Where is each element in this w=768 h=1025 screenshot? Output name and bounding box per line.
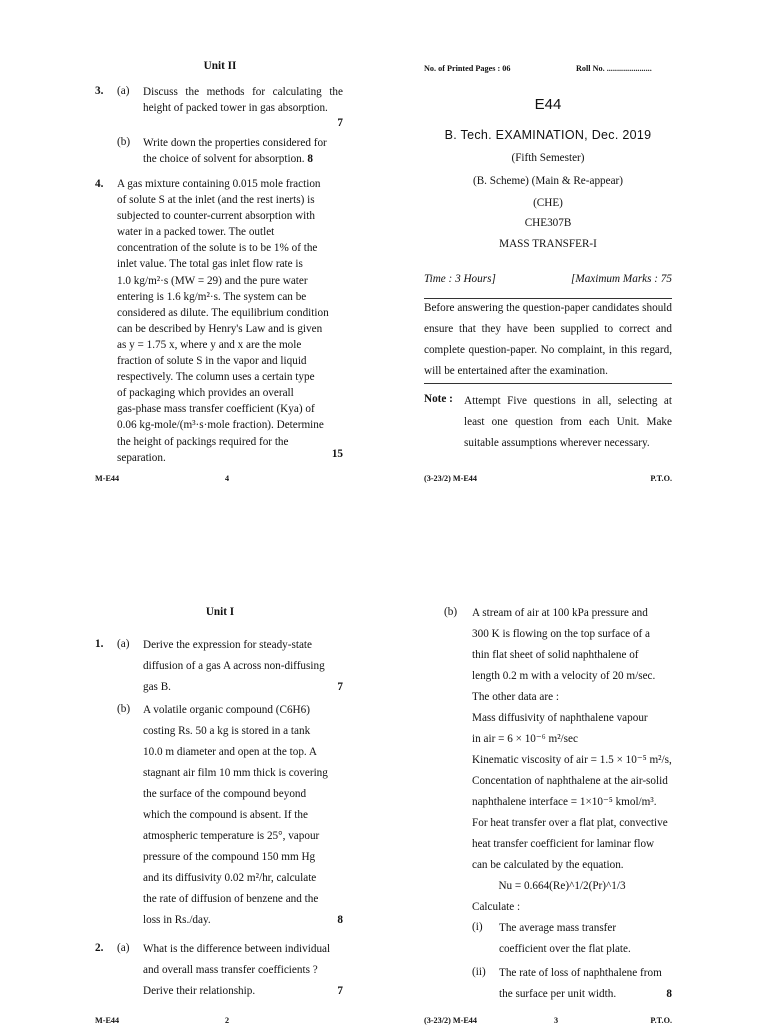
page3-footer-page-number: 3 — [554, 1016, 559, 1025]
page-3 — [424, 600, 672, 1024]
branch: (CHE) — [533, 197, 563, 209]
note-text: Attempt Five questions in all, selecting at least one question from each Unit. Make suitable assumptions wherever necessary. — [464, 395, 672, 449]
cover-page — [424, 58, 672, 488]
cover-footer-pto: P.T.O. — [650, 474, 672, 483]
cover-footer-code: (3-23/2) M-E44 — [424, 474, 477, 483]
q2b-text: A stream of air at 100 kPa pressure and 300 K is flowing on the top surface of a thin flat sheet of solid naphthalene of length 0.2 m with a velocity of 20 m/sec. The other data are : Mass diffusivity of naphthalene vapour in air = 6 × 10⁻⁶ m²/sec Kinematic viscosity of air = 1.5 × 10⁻⁵ m²/s, Concentation of naphthalene at the air-solid naphthalene interface = 1×10⁻⁵ kmol/m³. For heat transfer over a flat plat, convective heat transfer coefficient for laminar flow can be calculated by the equation. Nu = 0.664(Re)^1/2(Pr)^1/3 Calculate : — [472, 603, 672, 918]
q2a-label: (a) — [117, 942, 130, 954]
note-label: Note : — [424, 393, 453, 405]
q1a-marks: 7 — [337, 681, 343, 693]
page3-footer-code: (3-23/2) M-E44 — [424, 1016, 477, 1025]
course-code: CHE307B — [524, 217, 572, 229]
roll-number: Roll No. ...................... — [576, 64, 652, 73]
q3b-label: (b) — [117, 136, 131, 148]
semester: (Fifth Semester) — [511, 152, 585, 164]
q3b-marks: 8 — [307, 153, 313, 166]
printed-pages: No. of Printed Pages : 06 — [424, 64, 511, 73]
exam-title: B. Tech. EXAMINATION, Dec. 2019 — [444, 128, 652, 142]
q1b-text: A volatile organic compound (C6H6) costing Rs. 50 a kg is stored in a tank 10.0 m diameter and open at the top. A stagnant air film 10 mm thick is covering the surface of the compound beyond which the compound is absent. If the atmospheric temperature is 25°, vapour pressure of the compound 150 mm Hg and its diffusivity 0.02 m²/hr, calculate the rate of diffusion of benzene and the loss in Rs./day. 8 — [143, 700, 343, 931]
instructions: Before answering the question-paper candidates should ensure that they have been supplied to correct and complete question-paper. No complaint, in this regard, will be entertained after the examination. — [424, 302, 672, 377]
subject-title: MASS TRANSFER-I — [499, 238, 597, 250]
q2a-marks: 7 — [337, 985, 343, 997]
q2b-label: (b) — [444, 606, 458, 618]
page2-footer-page-number: 2 — [225, 1016, 230, 1025]
item-ii-text: The rate of loss of naphthalene from the surface per unit width. 8 — [499, 963, 672, 1005]
q1b-label: (b) — [117, 703, 131, 715]
page4-footer-page-number: 4 — [225, 474, 230, 483]
q4-marks: 15 — [331, 448, 343, 460]
item-ii-label: (ii) — [472, 966, 486, 978]
page-4 — [95, 58, 345, 488]
page-2 — [95, 600, 345, 1024]
item-i-label: (i) — [472, 921, 483, 933]
q1a-text: Derive the expression for steady-state diffusion of a gas A across non-diffusing gas B. 7 — [143, 635, 343, 698]
page2-footer-code: M-E44 — [95, 1016, 120, 1025]
q2a-text: What is the difference between individual and overall mass transfer coefficients ? Derive their relationship. 7 — [143, 939, 343, 1002]
page3-footer-pto: P.T.O. — [650, 1016, 672, 1025]
paper-code-heading: E44 — [534, 96, 562, 113]
q1a-label: (a) — [117, 638, 130, 650]
question-2-number: 2. — [95, 942, 104, 954]
item-i-text: The average mass transfer coefficient over the flat plate. — [499, 922, 631, 955]
maximum-marks: [Maximum Marks : 75 — [571, 273, 672, 285]
scheme: (B. Scheme) (Main & Re-appear) — [472, 175, 624, 187]
unit-i-heading: Unit I — [205, 606, 235, 618]
q2b-marks: 8 — [666, 988, 672, 1000]
q4-text: A gas mixture containing 0.015 mole fraction of solute S at the inlet (and the rest inerts) is subjected to counter-current absorption with water in a packed tower. The outlet concentration of the solute is to be 1% of the inlet value. The total gas inlet flow rate is 1.0 kg/m²·s (MW = 29) and the pure water entering is 1.6 kg/m²·s. The system can be considered as dilute. The equilibrium condition can be described by Henry's Law and is given as y = 1.75 x, where y and x are the mole fraction of solute S in the vapor and liquid respectively. The column uses a certain type of packaging which provides an overall gas-phase mass transfer coefficient (Kya) of 0.06 kg-mole/(m³·s·mole fraction). Determine the height of packings required for the separation. — [117, 178, 329, 464]
time-allowed: Time : 3 Hours] — [424, 273, 496, 285]
bottom-rule — [424, 383, 672, 384]
q3a-marks: 7 — [337, 117, 343, 129]
question-1-number: 1. — [95, 638, 104, 650]
nusselt-equation: Nu = 0.664(Re)^1/2(Pr)^1/3 — [498, 880, 626, 892]
unit-ii-heading: Unit II — [203, 60, 237, 72]
page4-footer-code: M-E44 — [95, 474, 120, 483]
q3b-text: Write down the properties considered for the choice of solvent for absorption. 8 — [143, 137, 327, 166]
q1b-marks: 8 — [337, 914, 343, 926]
calculate-label: Calculate : — [472, 901, 521, 913]
q3a-text: Discuss the methods for calculating the height of packed tower in gas absorption. — [143, 86, 343, 115]
question-4-number: 4. — [95, 178, 104, 190]
q3a-label: (a) — [117, 85, 130, 97]
question-3-number: 3. — [95, 85, 104, 97]
